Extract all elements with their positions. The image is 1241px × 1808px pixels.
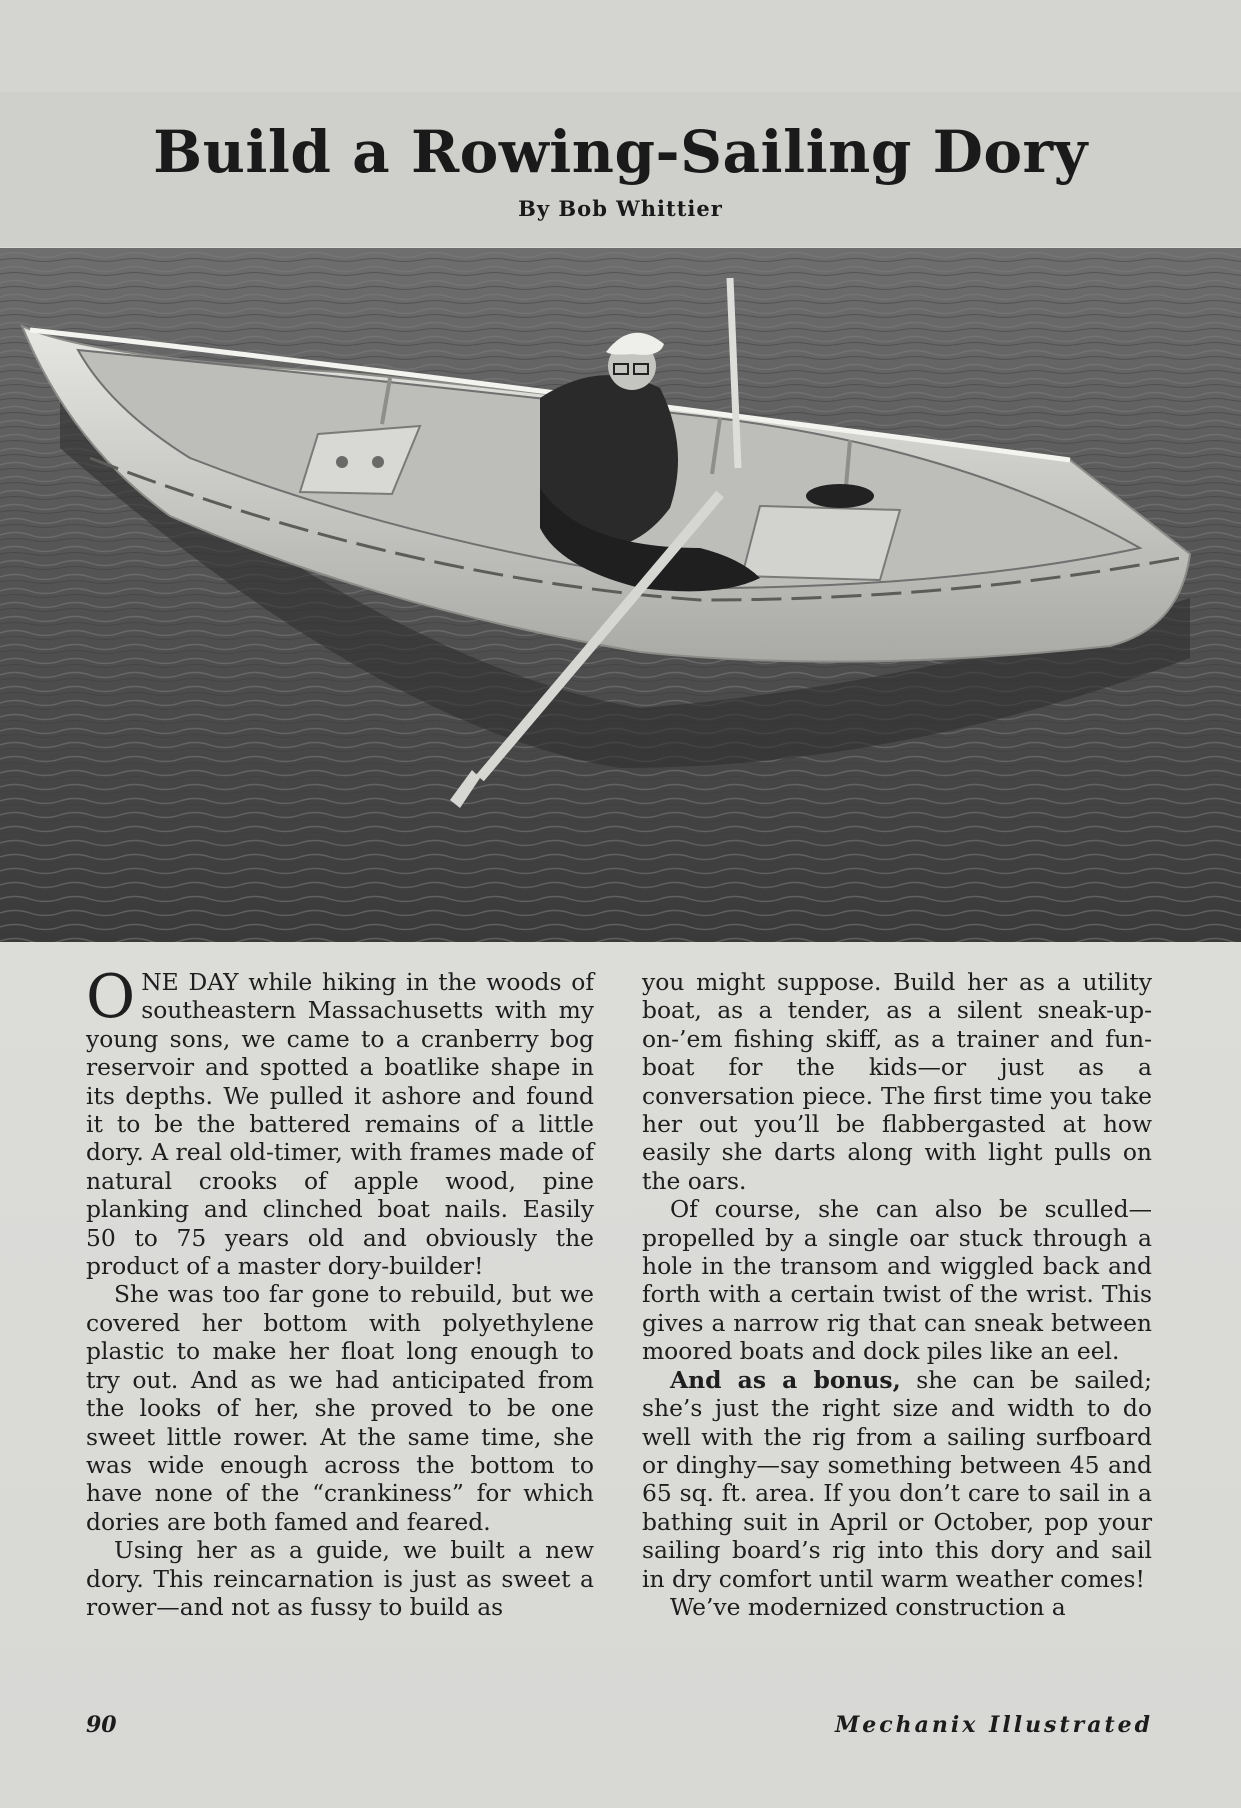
paragraph-sculling: Of course, she can also be sculled—propelled by a single oar stuck through a hole in the transom and wiggled back and forth with a certain twist of the wrist. This gives a narrow rig that can sneak between moored boats and dock piles like an eel.	[642, 1195, 1152, 1366]
paragraph-uses: you might suppose. Build her as a utility boat, as a tender, as a silent sneak-up-on-’em fishing skiff, as a trainer and fun-boat for the kids—or just as a conversation piece. The first time you take her out you’ll be flabbergasted at how easily she darts along with light pulls on the oars.	[642, 968, 1152, 1195]
drop-cap: O	[86, 962, 136, 1032]
article-byline: By Bob Whittier	[518, 196, 723, 221]
paragraph-sailing-lead: And as a bonus,	[670, 1365, 901, 1394]
paragraph-construction: We’ve modernized construction a	[670, 1592, 1066, 1621]
article-title: Build a Rowing-Sailing Dory	[153, 118, 1088, 186]
paragraph-rebuild: She was too far gone to rebuild, but we covered her bottom with polyethylene plastic to make her float long enough to try out. And as we had anticipated from the looks of her, she proved to be one sweet little rower. At the same time, she was wide enough across the bottom to have none of the “crankiness” for which dories are both famed and feared.	[86, 1280, 594, 1536]
paragraph-sailing-text: she can be sailed; she’s just the right size and width to do well with the rig from a sailing surfboard or dinghy—say something between 45 and 65 sq. ft. area. If you don’t care to sail in a bathing suit in April or October, pop your sailing board’s rig into this dory and sail in dry comfort until warm weather comes!	[642, 1365, 1152, 1593]
dory-photo	[0, 248, 1241, 942]
article-column-right	[642, 968, 1152, 1621]
paragraph-intro-text: NE DAY while hiking in the woods of southeastern Massachusetts with my young sons, we came to a cranberry bog reservoir and spotted a boatlike shape in its depths. We pulled it ashore and found it to be the battered remains of a little dory. A real old-timer, with frames made of natural crooks of apple wood, pine planking and clinched boat nails. Easily 50 to 75 years old and obviously the product of a master dory-builder!	[86, 968, 595, 1281]
magazine-name: Mechanix Illustrated	[834, 1712, 1153, 1738]
article-column-left	[86, 962, 595, 1621]
dory-photo-illustration	[0, 248, 1241, 942]
top-margin	[0, 0, 1241, 92]
paragraph-new-dory: Using her as a guide, we built a new dory. This reincarnation is just as sweet a rower—and not as fussy to build as	[86, 1536, 594, 1621]
paragraph-intro	[86, 962, 595, 1281]
paragraph-sailing	[642, 1366, 1152, 1593]
page-number: 90	[86, 1712, 117, 1738]
